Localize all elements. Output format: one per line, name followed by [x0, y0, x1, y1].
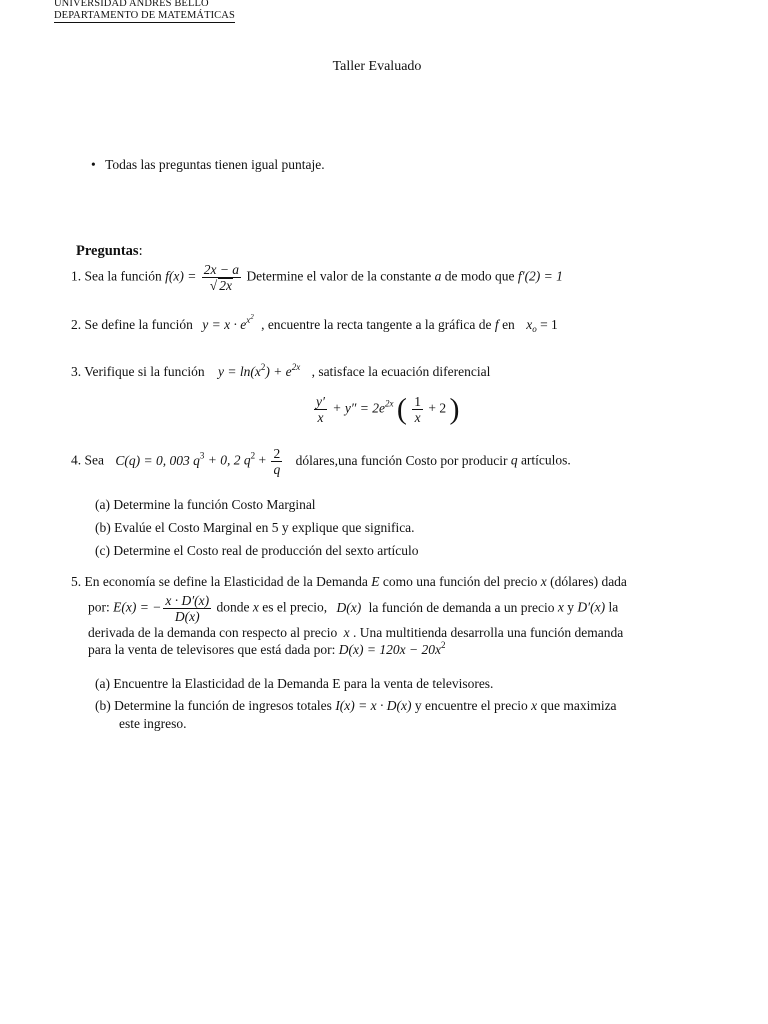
- list-item: (b) Evalúe el Costo Marginal en 5 y explique que significa.: [95, 520, 415, 535]
- q5-line3: derivada de la demanda con respecto al precio x . Una multitienda desarrolla una función demanda: [88, 625, 624, 640]
- question-2: 2. Se define la función $y = x \cdot e^{x^2}$ , encuentre la recta tangente a la gráfica de f en $x_o = 1$: [71, 313, 558, 334]
- list-item-continuation: este ingreso.: [119, 716, 187, 731]
- differential-equation: $\frac{y'}{x}$ + $y'' = 2e^{2x}$ ( $\frac{1}{x}$ + 2 ): [316, 392, 460, 426]
- instruction-note: [91, 157, 325, 173]
- right-paren-icon: ): [449, 392, 460, 426]
- list-item: (a) Encuentre la Elasticidad de la Demanda E para la venta de televisores.: [95, 676, 494, 691]
- section-heading: Preguntas:: [76, 243, 143, 259]
- department-name: DEPARTAMENTO DE MATEMÁTICAS: [54, 10, 235, 21]
- list-item: (a) Determine la función Costo Marginal: [95, 497, 316, 512]
- note-text: Todas las preguntas tienen igual puntaje.: [105, 157, 325, 172]
- page-title: Taller Evaluado: [332, 59, 422, 74]
- list-item: (c) Determine el Costo real de producción del sexto artículo: [95, 543, 419, 558]
- left-paren-icon: (: [396, 392, 407, 426]
- q5-line2: por: E(x) = − $\frac{x \cdot D'(x)}{D(x)}$ donde x es el precio, D(x) la función de demanda a un precio x y D′(x) la: [88, 593, 619, 624]
- question-4: 4. Sea C(q) = 0, 003 $q^3 + 0$, 2 $q^2$ + $\frac{2}{q}$ dólares,una función Costo por producir q artículos.: [71, 446, 571, 477]
- q1-fraction: $\frac{2x - a}{√ 2x}$: [203, 262, 240, 293]
- question-5: 5. En economía se define la Elasticidad de la Demanda E como una función del precio x (dólares) dada: [71, 574, 627, 589]
- bullet-icon: •: [91, 157, 96, 172]
- question-1: 1. Sea la función f(x) = $\frac{2x - a}{√ 2x}$ Determine el valor de la constante a de modo que f′(2) = 1: [71, 262, 563, 293]
- sqrt-icon: √: [209, 278, 218, 293]
- university-name: UNIVERSIDAD ANDRES BELLO: [54, 0, 209, 9]
- list-item: (b) Determine la función de ingresos totales I(x) = x · D(x) y encuentre el precio x que maximiza: [95, 698, 617, 713]
- question-3: 3. Verifique si la función $y = \ln(x^2) + e^{2x}$ , satisface la ecuación diferencial: [71, 362, 491, 379]
- q5-line4: para la venta de televisores que está dada por: $D(x) = 120x - 20x^2$: [88, 640, 446, 657]
